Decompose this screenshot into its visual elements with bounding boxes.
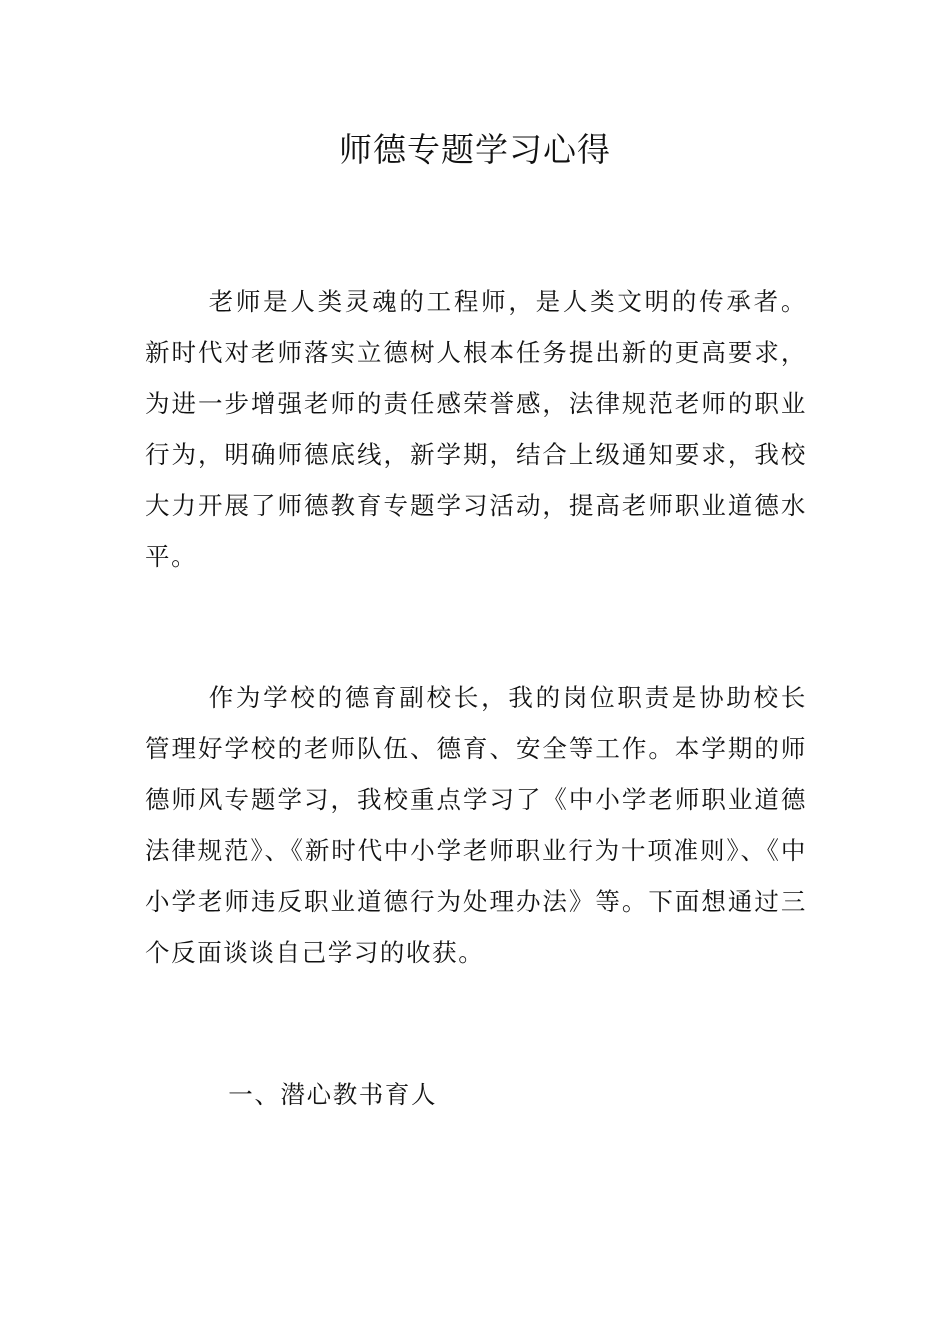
document-title: 师德专题学习心得: [339, 130, 611, 169]
paragraph-intro: 老师是人类灵魂的工程师，是人类文明的传承者。新时代对老师落实立德树人根本任务提出新的更高要求，为进一步增强老师的责任感荣誉感，法律规范老师的职业行为，明确师德底线，新学期，结合上级通知要求，我校大力开展了师德教育专题学习活动，提高老师职业道德水平。: [145, 287, 807, 571]
section-heading: 一、潜心教书育人: [228, 1080, 438, 1109]
paragraph-role: 作为学校的德育副校长，我的岗位职责是协助校长管理好学校的老师队伍、德育、安全等工作。本学期的师德师风专题学习，我校重点学习了《中小学老师职业道德法律规范》、《新时代中小学老师职业行为十项准则》、《中小学老师违反职业道德行为处理办法》等。下面想通过三个反面谈谈自己学习的收获。: [145, 683, 807, 967]
